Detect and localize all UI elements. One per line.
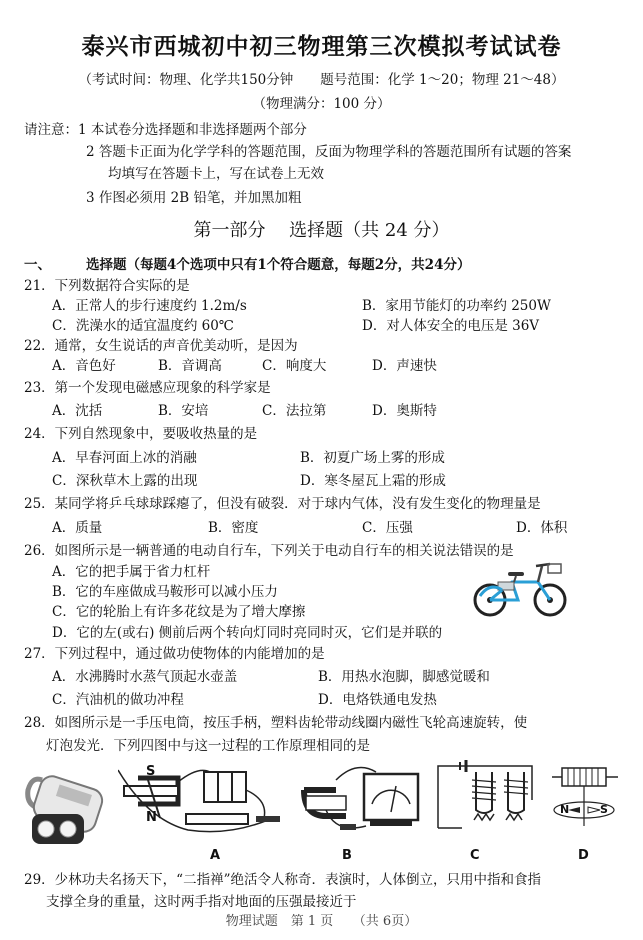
q21-option-c: C．洗澡水的适宜温度约 60℃ (52, 318, 234, 334)
q29-stem-line1: 29．少林功夫名扬天下，“二指禅”绝活令人称奇．表演时，人体倒立，只用中指和食指 (24, 872, 541, 888)
q24-option-b: B．初夏广场上雾的形成 (300, 450, 445, 466)
note-2: 2 答题卡正面为化学学科的答题范围，反面为物理学科的答题范围所有试题的答案 (86, 144, 572, 160)
figure-label-d: D (578, 848, 589, 863)
q22-option-d: D．声速快 (372, 358, 437, 374)
q26-option-b: B．它的车座做成马鞍形可以减小压力 (52, 584, 278, 600)
q21-option-d: D．对人体安全的电压是 36V (362, 318, 540, 334)
q24-option-d: D．寒冬屋瓦上霜的形成 (300, 473, 446, 489)
part-heading: 选择题（每题4个选项中只有1个符合题意，每题2分，共24分） (86, 257, 471, 273)
q28-stem-line1: 28．如图所示是一手压电筒，按压手柄，塑料齿轮带动线圈内磁性飞轮高速旋转，使 (24, 715, 528, 731)
q24-option-c: C．深秋草木上露的出现 (52, 473, 198, 489)
compass-pole-n-label: N (560, 803, 570, 816)
note-1: 请注意：1 本试卷分选择题和非选择题两个部分 (24, 122, 307, 138)
compass-pole-s-label: S (600, 803, 608, 816)
q27-option-a: A．水沸腾时水蒸气顶起水壶盖 (52, 669, 238, 685)
q23-option-d: D．奥斯特 (372, 403, 437, 419)
q22-stem: 22．通常，女生说话的声音优美动听，是因为 (24, 338, 298, 354)
figure-label-b: B (342, 848, 352, 863)
hand-press-flashlight-image (24, 774, 116, 848)
q27-option-d: D．电烙铁通电发热 (318, 692, 437, 708)
q27-option-c: C．汽油机的做功冲程 (52, 692, 184, 708)
q23-option-c: C．法拉第 (262, 403, 327, 419)
q24-option-a: A．早春河面上冰的消融 (52, 450, 197, 466)
q27-option-b: B．用热水泡脚，脚感觉暖和 (318, 669, 490, 685)
q22-option-a: A．音色好 (52, 358, 116, 374)
q21-option-a: A．正常人的步行速度约 1.2m/s (52, 298, 247, 314)
note-2-cont: 均填写在答题卡上，写在试卷上无效 (108, 166, 324, 182)
q23-option-b: B．安培 (158, 403, 209, 419)
section-title: 第一部分 选择题（共 24 分） (193, 220, 450, 241)
q21-option-b: B．家用节能灯的功率约 250W (362, 298, 551, 314)
magnet-pole-n-label: N (146, 810, 157, 825)
q28-stem-line2: 灯泡发光．下列四图中与这一过程的工作原理相同的是 (46, 738, 370, 754)
electric-bicycle-image (470, 556, 570, 618)
q22-option-c: C．响度大 (262, 358, 327, 374)
part-number: 一、 (24, 257, 51, 273)
figure-a-image (118, 760, 292, 840)
q27-stem: 27．下列过程中，通过做功使物体的内能增加的是 (24, 646, 325, 662)
q23-option-a: A．沈括 (52, 403, 103, 419)
figure-label-a: A (210, 848, 221, 863)
q21-stem: 21．下列数据符合实际的是 (24, 278, 190, 294)
q29-stem-line2: 支撑全身的重量，这时两手指对地面的压强最接近于 (46, 894, 357, 910)
q24-stem: 24．下列自然现象中，要吸收热量的是 (24, 426, 258, 442)
note-3: 3 作图必须用 2B 铅笔，并加黑加粗 (86, 190, 302, 206)
q25-stem: 25．某同学将乒乓球球踩瘪了，但没有破裂．对于球内气体，没有发生变化的物理量是 (24, 496, 541, 512)
q26-option-a: A．它的把手属于省力杠杆 (52, 564, 211, 580)
q26-stem: 26．如图所示是一辆普通的电动自行车，下列关于电动自行车的相关说法错误的是 (24, 543, 514, 559)
q26-option-c: C．它的轮胎上有许多花纹是为了增大摩擦 (52, 604, 306, 620)
exam-info: （考试时间：物理、化学共150分钟 题号范围：化学 1～20；物理 21～48） (78, 72, 565, 88)
full-score: （物理满分：100 分） (252, 96, 391, 112)
magnet-pole-s-label: S (146, 764, 156, 779)
q22-option-b: B．音调高 (158, 358, 222, 374)
figure-b-image (296, 760, 426, 840)
figure-c-image (432, 760, 538, 840)
q25-option-a: A．质量 (52, 520, 103, 536)
figure-label-c: C (470, 848, 480, 863)
figure-d-image (546, 760, 622, 840)
q25-option-b: B．密度 (208, 520, 259, 536)
q25-option-d: D．体积 (516, 520, 568, 536)
page-title: 泰兴市西城初中初三物理第三次模拟考试试卷 (81, 33, 562, 60)
q23-stem: 23．第一个发现电磁感应现象的科学家是 (24, 380, 271, 396)
page-footer: 物理试题 第 1 页 （共 6页） (225, 914, 418, 929)
q26-option-d: D．它的左(或右) 侧前后两个转向灯同时亮同时灭，它们是并联的 (52, 625, 443, 641)
q25-option-c: C．压强 (362, 520, 413, 536)
